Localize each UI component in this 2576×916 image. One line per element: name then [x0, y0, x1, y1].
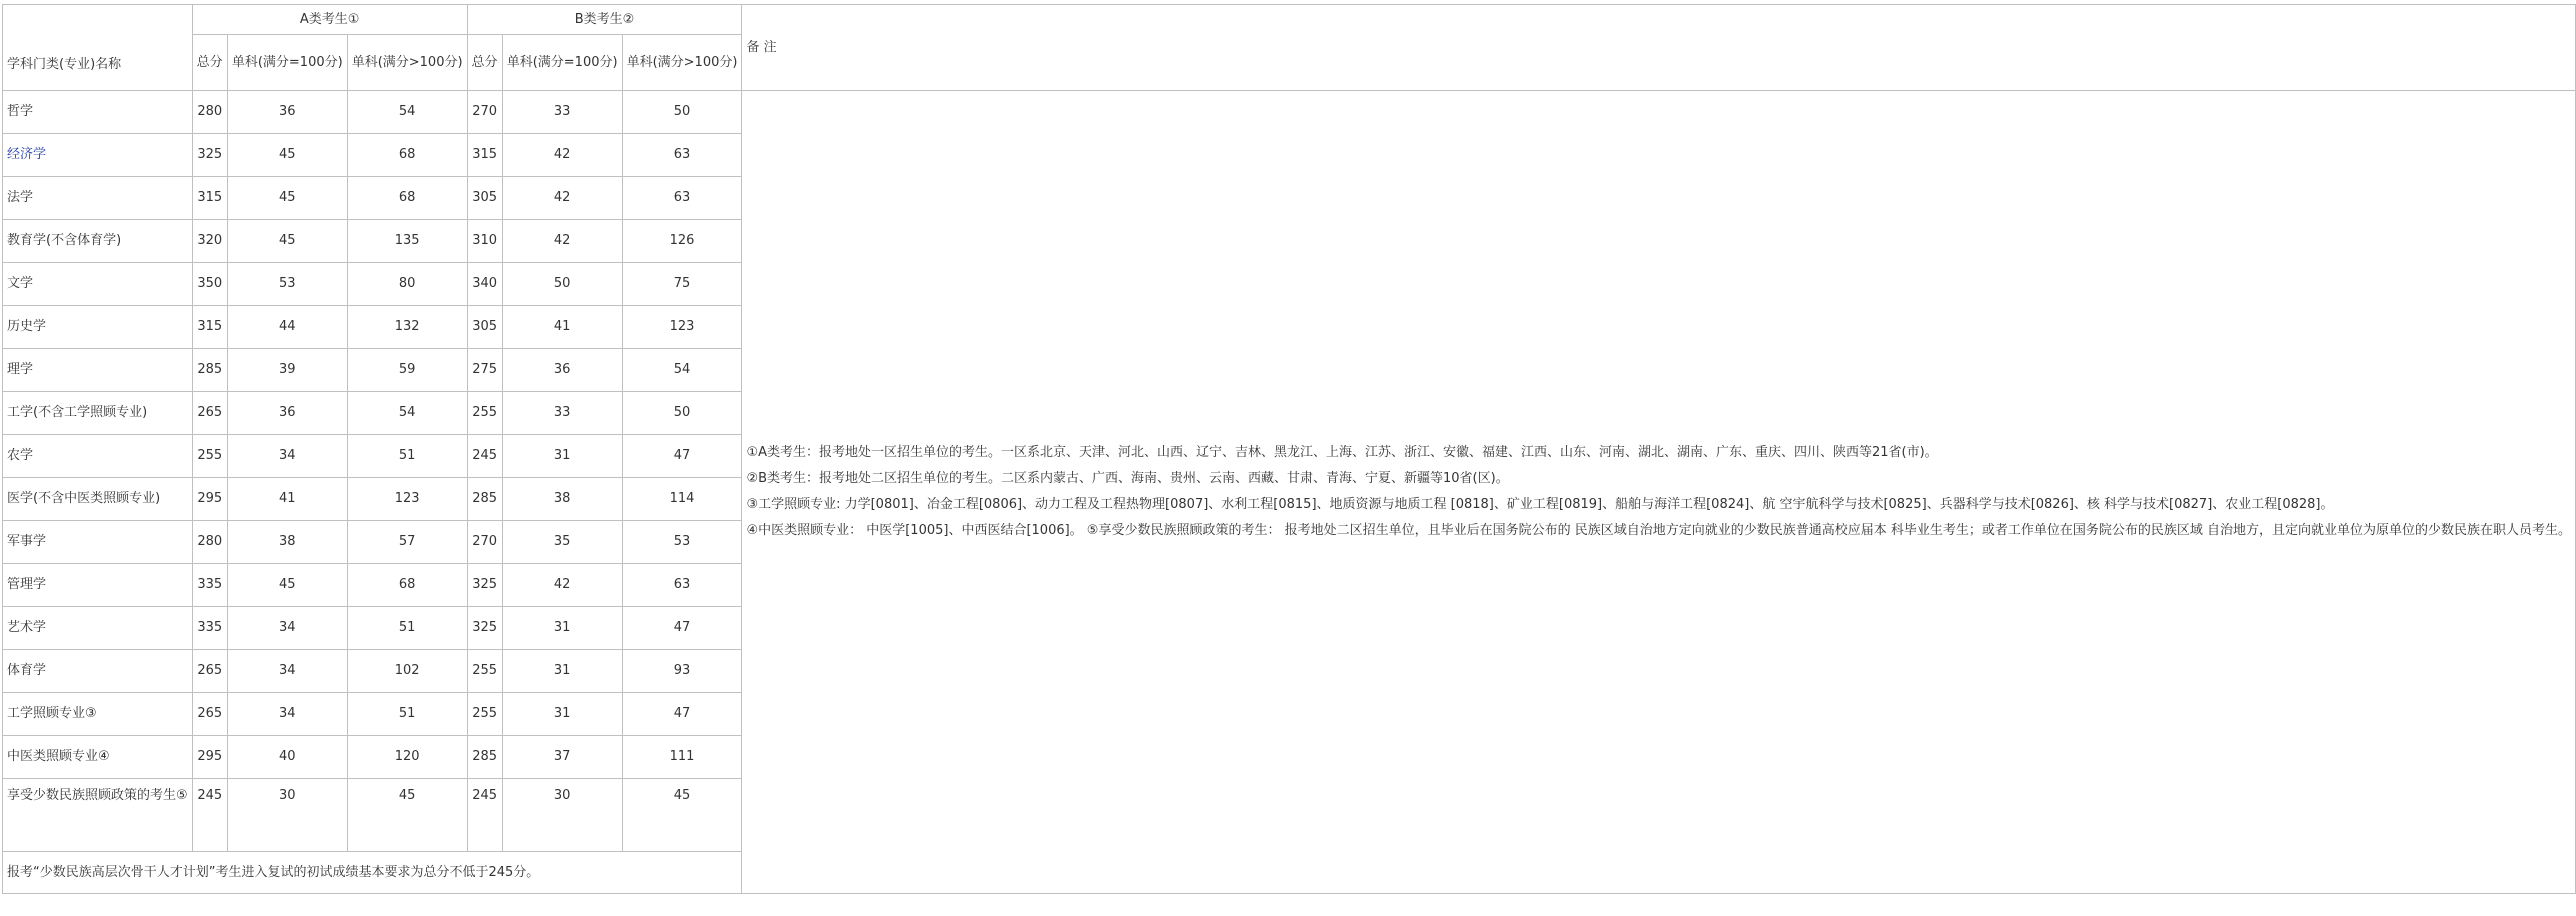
score-b-single-gt100: 53: [622, 521, 742, 564]
score-b-single-100: 31: [502, 693, 622, 736]
header-group-a: A类考生①: [192, 5, 467, 35]
subject-name: 工学(不含工学照顾专业): [3, 392, 193, 435]
score-a-single-100: 36: [227, 91, 347, 134]
score-a-single-gt100: 45: [347, 779, 467, 852]
score-b-single-gt100: 63: [622, 564, 742, 607]
score-b-total: 255: [467, 693, 502, 736]
score-b-single-100: 31: [502, 650, 622, 693]
score-b-single-gt100: 111: [622, 736, 742, 779]
score-a-single-100: 41: [227, 478, 347, 521]
score-a-total: 350: [192, 263, 227, 306]
score-a-single-gt100: 68: [347, 134, 467, 177]
subject-name: 法学: [3, 177, 193, 220]
subject-name: 中医类照顾专业④: [3, 736, 193, 779]
score-b-single-gt100: 123: [622, 306, 742, 349]
score-a-single-gt100: 51: [347, 693, 467, 736]
header-notes: 备 注: [742, 5, 2576, 91]
note-item: ③工学照顾专业: 力学[0801]、冶金工程[0806]、动力工程及工程热物理[0807]、水利工程[0815]、地质资源与地质工程 [0818]、矿业工程[0819]、船舶与海洋工程[0824]、航 空宇航科学与技术[0825]、兵器科学与技术[0826]、核 科学与技术[0827]、农业工程[0828]。: [746, 497, 2334, 512]
notes-cell: [742, 91, 2576, 894]
score-a-single-100: 34: [227, 650, 347, 693]
score-b-single-gt100: 93: [622, 650, 742, 693]
score-b-single-gt100: 47: [622, 435, 742, 478]
score-a-single-100: 39: [227, 349, 347, 392]
subject-name: 农学: [3, 435, 193, 478]
score-a-single-100: 36: [227, 392, 347, 435]
score-a-single-gt100: 132: [347, 306, 467, 349]
score-b-single-gt100: 54: [622, 349, 742, 392]
score-a-single-gt100: 102: [347, 650, 467, 693]
score-b-single-100: 38: [502, 478, 622, 521]
score-b-single-100: 42: [502, 220, 622, 263]
score-a-single-gt100: 80: [347, 263, 467, 306]
score-b-single-100: 33: [502, 392, 622, 435]
score-b-single-gt100: 126: [622, 220, 742, 263]
subject-name: 历史学: [3, 306, 193, 349]
score-a-single-gt100: 123: [347, 478, 467, 521]
subject-name: 教育学(不含体育学): [3, 220, 193, 263]
score-b-total: 245: [467, 779, 502, 852]
score-b-single-gt100: 50: [622, 91, 742, 134]
score-b-single-gt100: 114: [622, 478, 742, 521]
score-a-single-gt100: 51: [347, 435, 467, 478]
score-b-total: 255: [467, 392, 502, 435]
score-a-single-gt100: 54: [347, 91, 467, 134]
score-b-single-100: 35: [502, 521, 622, 564]
score-b-total: 275: [467, 349, 502, 392]
header-b-single-gt100: 单科(满分>100分): [622, 35, 742, 91]
score-a-single-gt100: 51: [347, 607, 467, 650]
header-a-total: 总分: [192, 35, 227, 91]
score-b-total: 305: [467, 177, 502, 220]
subject-name: 医学(不含中医类照顾专业): [3, 478, 193, 521]
subject-name: 体育学: [3, 650, 193, 693]
score-b-total: 315: [467, 134, 502, 177]
subject-name: 工学照顾专业③: [3, 693, 193, 736]
score-b-total: 325: [467, 607, 502, 650]
score-b-total: 340: [467, 263, 502, 306]
header-b-single-100: 单科(满分=100分): [502, 35, 622, 91]
table-row: [3, 91, 2576, 134]
score-a-single-100: 53: [227, 263, 347, 306]
score-a-total: 325: [192, 134, 227, 177]
score-b-total: 270: [467, 521, 502, 564]
score-b-single-100: 31: [502, 607, 622, 650]
score-b-total: 285: [467, 736, 502, 779]
score-b-single-gt100: 75: [622, 263, 742, 306]
score-b-single-100: 42: [502, 177, 622, 220]
score-a-total: 255: [192, 435, 227, 478]
score-b-total: 255: [467, 650, 502, 693]
score-a-single-100: 38: [227, 521, 347, 564]
score-a-single-100: 34: [227, 693, 347, 736]
header-b-total: 总分: [467, 35, 502, 91]
header-subject: 学科门类(专业)名称: [3, 5, 193, 91]
score-a-total: 265: [192, 650, 227, 693]
score-a-total: 265: [192, 693, 227, 736]
score-a-single-gt100: 120: [347, 736, 467, 779]
subject-name: 理学: [3, 349, 193, 392]
score-a-total: 280: [192, 521, 227, 564]
subject-name: 文学: [3, 263, 193, 306]
subject-name: 哲学: [3, 91, 193, 134]
score-a-single-gt100: 68: [347, 177, 467, 220]
score-b-single-100: 42: [502, 564, 622, 607]
score-a-single-gt100: 59: [347, 349, 467, 392]
score-a-single-100: 40: [227, 736, 347, 779]
score-a-single-gt100: 57: [347, 521, 467, 564]
score-b-total: 310: [467, 220, 502, 263]
score-a-single-100: 45: [227, 564, 347, 607]
score-b-single-gt100: 47: [622, 607, 742, 650]
score-a-total: 295: [192, 478, 227, 521]
score-a-single-100: 30: [227, 779, 347, 852]
score-a-total: 245: [192, 779, 227, 852]
score-b-single-gt100: 50: [622, 392, 742, 435]
score-a-single-100: 44: [227, 306, 347, 349]
score-a-total: 295: [192, 736, 227, 779]
score-b-single-100: 42: [502, 134, 622, 177]
score-a-single-100: 45: [227, 220, 347, 263]
score-a-total: 320: [192, 220, 227, 263]
header-group-b: B类考生②: [467, 5, 742, 35]
score-b-total: 270: [467, 91, 502, 134]
header-a-single-gt100: 单科(满分>100分): [347, 35, 467, 91]
score-b-total: 245: [467, 435, 502, 478]
note-item: ①A类考生：报考地处一区招生单位的考生。一区系北京、天津、河北、山西、辽宁、吉林、黑龙江、上海、江苏、浙江、安徽、福建、江西、山东、河南、湖北、湖南、广东、重庆、四川、陕西等21省(市)。: [746, 445, 1938, 460]
score-a-total: 265: [192, 392, 227, 435]
score-b-single-100: 41: [502, 306, 622, 349]
score-a-total: 285: [192, 349, 227, 392]
score-b-single-gt100: 47: [622, 693, 742, 736]
score-a-total: 315: [192, 306, 227, 349]
subject-name: 军事学: [3, 521, 193, 564]
score-b-total: 285: [467, 478, 502, 521]
score-a-single-100: 45: [227, 177, 347, 220]
score-b-single-100: 31: [502, 435, 622, 478]
score-a-single-100: 34: [227, 607, 347, 650]
note-item: ④中医类照顾专业： 中医学[1005]、中西医结合[1006]。 ⑤享受少数民族照顾政策的考生： 报考地处二区招生单位，且毕业后在国务院公布的 民族区域自治地方定向就业的少数民族普通高校应届本 科毕业生考生；或者工作单位在国务院公布的民族区域 自治地方，且定向就业单位为原单位的少数民族在职人员考生。: [746, 523, 2571, 538]
score-b-single-gt100: 45: [622, 779, 742, 852]
score-a-single-gt100: 54: [347, 392, 467, 435]
score-a-total: 335: [192, 607, 227, 650]
subject-name[interactable]: 经济学: [3, 134, 193, 177]
score-b-single-gt100: 63: [622, 134, 742, 177]
score-a-single-gt100: 68: [347, 564, 467, 607]
score-b-total: 325: [467, 564, 502, 607]
score-b-total: 305: [467, 306, 502, 349]
score-a-single-100: 34: [227, 435, 347, 478]
score-b-single-100: 37: [502, 736, 622, 779]
subject-name: 享受少数民族照顾政策的考生⑤: [3, 779, 193, 852]
score-a-total: 280: [192, 91, 227, 134]
score-a-single-100: 45: [227, 134, 347, 177]
score-a-total: 335: [192, 564, 227, 607]
footer-note: 报考“少数民族高层次骨干人才计划”考生进入复试的初试成绩基本要求为总分不低于245分。: [3, 852, 742, 894]
header-a-single-100: 单科(满分=100分): [227, 35, 347, 91]
score-a-single-gt100: 135: [347, 220, 467, 263]
score-a-total: 315: [192, 177, 227, 220]
score-b-single-100: 33: [502, 91, 622, 134]
score-b-single-100: 50: [502, 263, 622, 306]
score-b-single-gt100: 63: [622, 177, 742, 220]
subject-name: 管理学: [3, 564, 193, 607]
score-b-single-100: 36: [502, 349, 622, 392]
subject-name: 艺术学: [3, 607, 193, 650]
score-table: [2, 4, 2576, 894]
score-b-single-100: 30: [502, 779, 622, 852]
note-item: ②B类考生：报考地处二区招生单位的考生。二区系内蒙古、广西、海南、贵州、云南、西藏、甘肃、青海、宁夏、新疆等10省(区)。: [746, 471, 1509, 486]
